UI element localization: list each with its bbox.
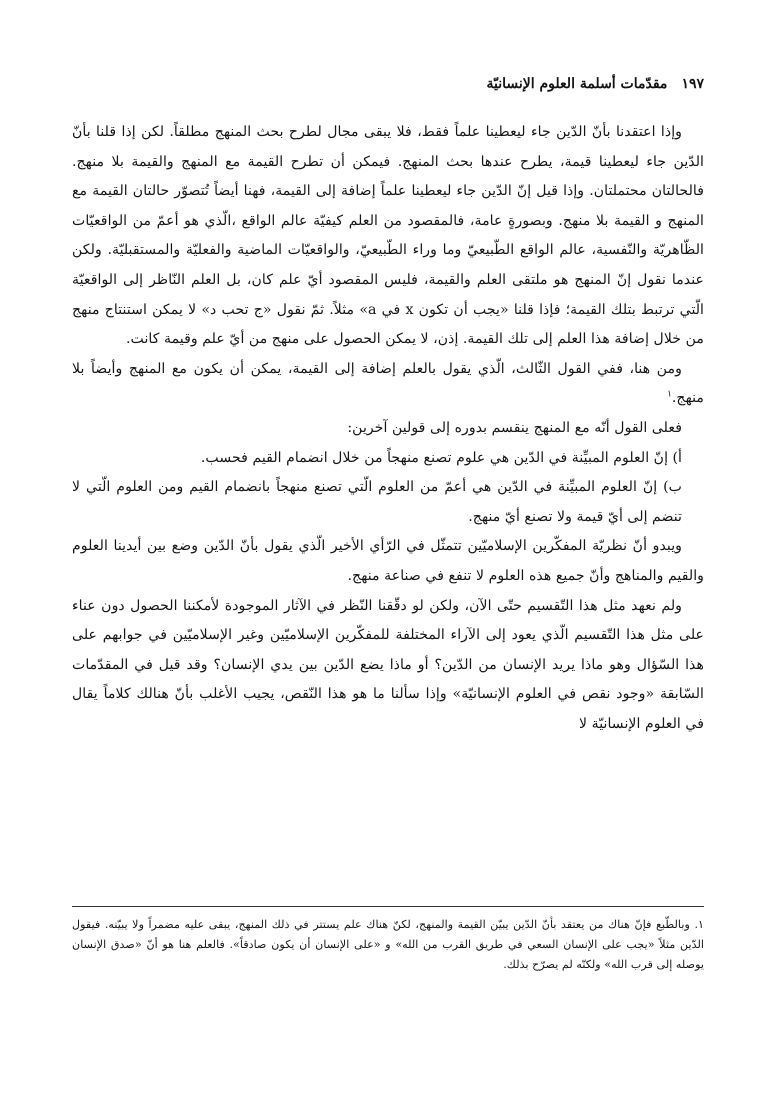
paragraph-text: أ) إنّ العلوم المبيِّنة في الدّين هي علوم تصنع منهجاً من خلال انضمام القيم فحسب.	[200, 449, 682, 466]
running-title: مقدّمات أسلمة العلوم الإنسانيّة	[486, 76, 668, 92]
paragraph-text: ومن هنا، ففي القول الثّالث، الّذي يقول بالعلم إضافة إلى القيمة، يمكن أن يكون مع المنهج وأيضاً بلا منهج.	[72, 360, 704, 407]
list-item	[72, 473, 704, 532]
list-item	[72, 444, 704, 474]
running-header	[72, 72, 704, 96]
paragraph-text: فعلى القول أنّه مع المنهج ينقسم بدوره إلى قولين آخرين:	[347, 419, 682, 436]
paragraph-text: ويبدو أنّ نظريّة المفكّرين الإسلاميّين تتمثّل في الرّأي الأخير الّذي يقول بأنّ الدّين وضع بين أيدينا العلوم والقيم والمناهج وأنّ جميع هذه العلوم لا تنفع في صناعة منهج.	[72, 538, 704, 584]
paragraph-text: وإذا اعتقدنا بأنّ الدّين جاء ليعطينا علماً فقط، فلا يبقى مجال لطرح بحث المنهج مطلقاً. لكن إذا قلنا بأنّ الدّين جاء ليعطينا قيمة، يطرح عندها بحث المنهج. فيمكن أن تطرح القيمة مع المنهج والقيمة بلا منهج. فالحالتان محتملتان. وإذا قيل إنّ الدّين جاء ليعطينا علماً إضافة إلى القيمة، فهنا أيضاً تُتصوّر حالتان القيمة مع المنهج و القيمة بلا منهج. وبصورةٍ عامة، فالمقصود من العلم كيفيّة عالم الواقع ،الّذي هو أعمّ من الواقعيّات الظّاهريّة والنّفسية، عالم الواقع الطّبيعيّ وما وراء الطّبيعيّ، والواقعيّات الماضية والفعليّة والمستقبليّة. ولكن عندما نقول إنّ المنهج هو ملتقى العلم والقيمة، فليس المقصود أيّ علم كان، بل العلم النّاظر إلى الواقعيّة الّتي ترتبط بتلك القيمة؛ فإذا قلنا «يجب أن تكون x في a» مثلاً. ثمّ نقول «ج تحب د» لا يمكن استنتاج منهج من خلال إضافة هذا العلم إلى تلك القيمة. إذن، لا يمكن الحصول على منهج من أيّ علم وقيمة كانت.	[72, 124, 705, 348]
footnote-marker: ١	[667, 389, 672, 400]
footnote	[72, 915, 704, 975]
paragraph-text: ب) إنّ العلوم المبيِّنة في الدّين هي أعمّ من العلوم الّتي تصنع منهجاً بانضمام القيم ومن العلوم الّتي لا تنضم إلى أيّ قيمة ولا تصنع أيّ منهج.	[72, 479, 682, 525]
footnote-number: ١.	[694, 918, 705, 931]
paragraph	[72, 355, 704, 414]
paragraph	[72, 532, 704, 591]
page-number: ١٩٧	[681, 76, 704, 92]
paragraph-text: ولم نعهد مثل هذا التّقسيم حتّى الآن، ولكن لو دقّقنا النّظر في الآثار الموجودة لأمكننا الحصول دون عناء على مثل هذا التّقسيم الّذي يعود إلى الآراء المختلفة للمفكّرين الإسلاميّين وغير الإسلاميّين في جوابهم على هذا السّؤال وهو ماذا يريد الإنسان من الدّين؟ أو ماذا يضع الدّين بين يدي الإنسان؟ وقد قيل في المقدّمات السّابقة «وجود نقص في العلوم الإنسانيّة» وإذا سألنا ما هو هذا النّقص، يجيب الأغلب بأنّ هنالك كلاماً يقال في العلوم الإنسانيّة لا	[72, 597, 704, 732]
paragraph	[72, 592, 704, 740]
paragraph	[72, 414, 704, 444]
footnote-text: وبالطّبع فإنّ هناك من يعتقد بأنّ الدّين يبيّن القيمة والمنهج، لكنّ هناك علم يستتر في ذلك المنهج، يبقى عليه مضمراً ولا يبيّنه. فيقول الدّين مثلاً «يجب على الإنسان السعي في طريق القرب من الله» و «على الإنسان أن يكون صادقاً». فالعلم هنا هو أنّ «صدق الإنسان يوصله إلى قرب الله» ولكنّه لم يصرّح بذلك.	[72, 918, 704, 971]
page	[72, 72, 704, 739]
paragraph	[72, 118, 704, 355]
footnote-rule	[72, 906, 704, 907]
body-text	[72, 118, 704, 739]
